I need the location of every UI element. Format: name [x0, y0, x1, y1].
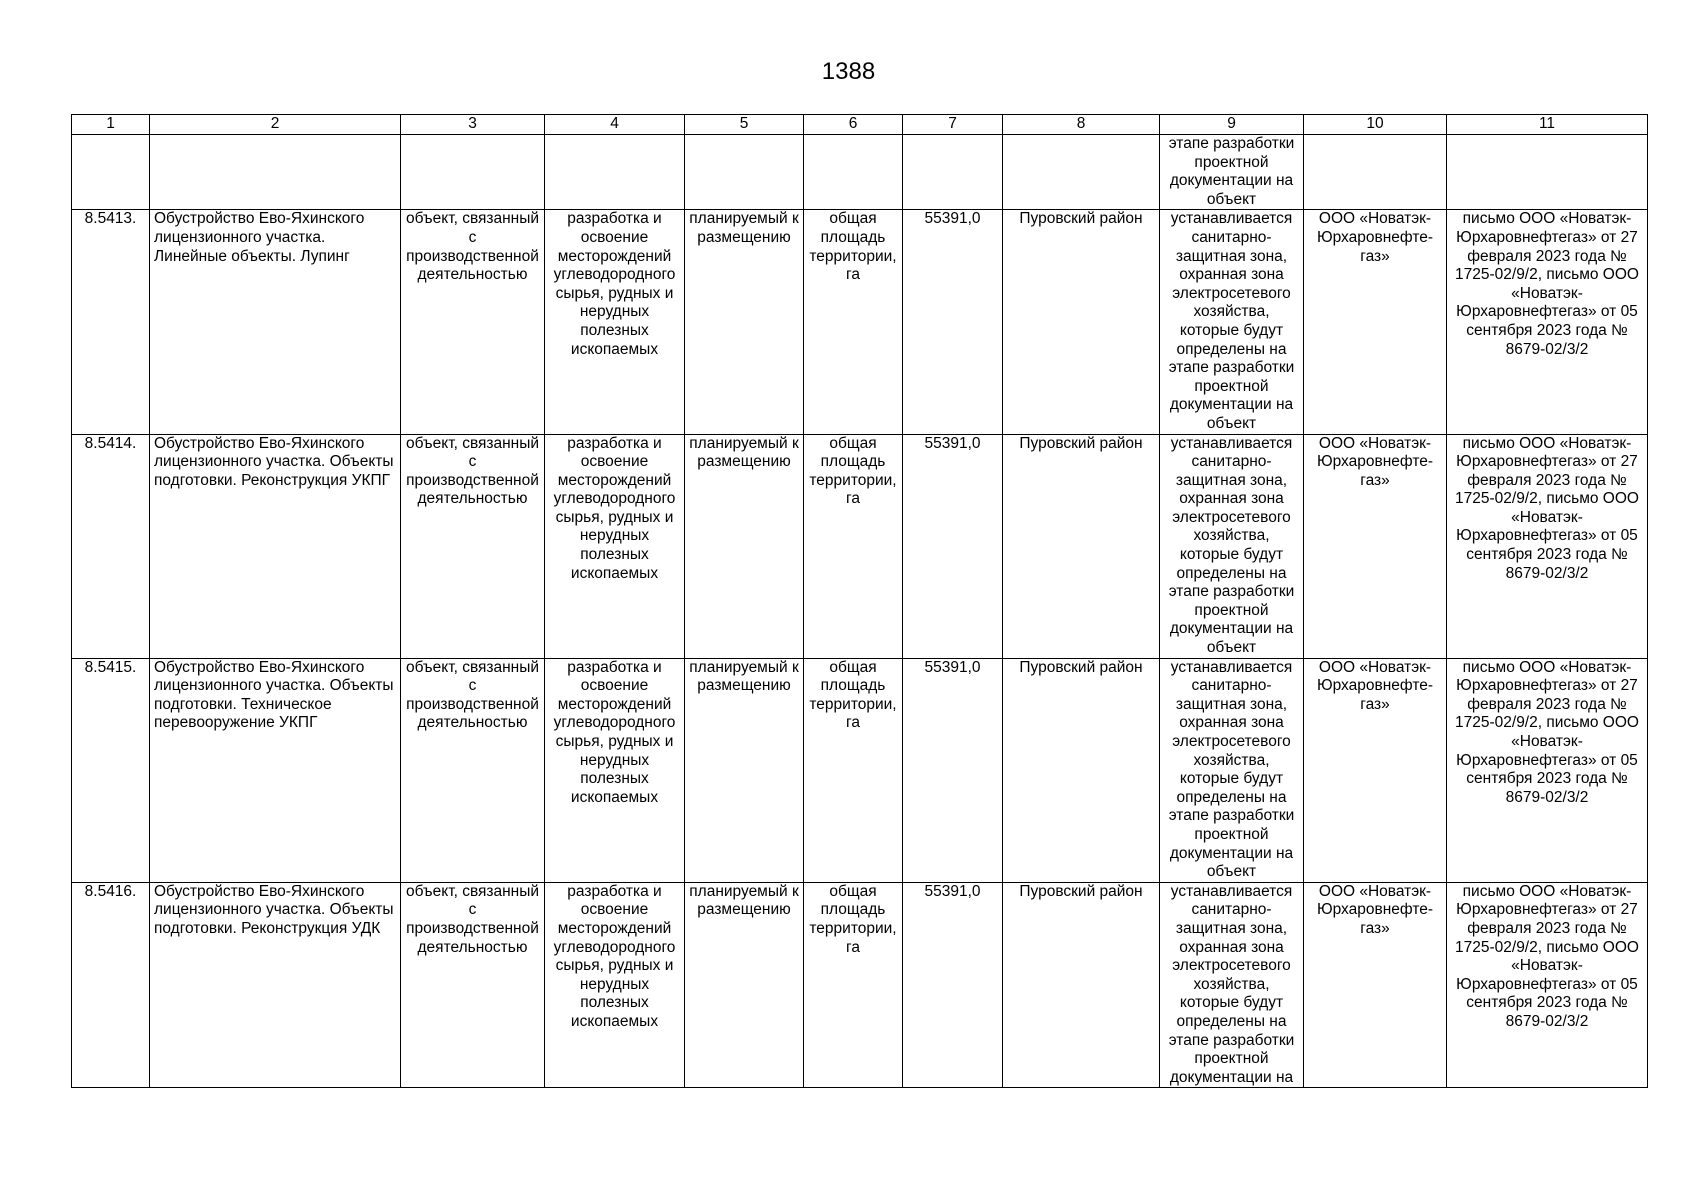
- column-header: 10: [1304, 115, 1447, 135]
- basis-cell: письмо ООО «Новатэк-Юрхаровнефтегаз» от 27 февраля 2023 года № 1725-02/9/2, письмо ООО «Новатэк-Юрхаровнефтегаз» от 05 сентября 2023 года № 8679-02/3/2: [1447, 434, 1648, 658]
- object-location: Пуровский район: [1003, 434, 1160, 658]
- object-characteristic: общая площадь территории, га: [804, 210, 903, 434]
- object-status: планируемый к размещению: [685, 434, 804, 658]
- column-header: 5: [685, 115, 804, 135]
- object-value: 55391,0: [903, 210, 1003, 434]
- row-number: 8.5415.: [72, 658, 150, 882]
- object-type: объект, связанный с производственной деятельностью: [401, 434, 545, 658]
- continuation-row: [72, 135, 1648, 210]
- object-value: 55391,0: [903, 882, 1003, 1088]
- table-cell: [150, 135, 401, 210]
- table-cell: [903, 135, 1003, 210]
- zone-cell: устанавливается санитарно-защитная зона, охранная зона электросетевого хозяйства, которые будут определены на этапе разработки проектной документации на объект: [1160, 658, 1304, 882]
- column-header: 3: [401, 115, 545, 135]
- initiator-cell: ООО «Новатэк-Юрхаровнефте-газ»: [1304, 882, 1447, 1088]
- column-header: 8: [1003, 115, 1160, 135]
- table-cell: [1003, 135, 1160, 210]
- object-type: объект, связанный с производственной деятельностью: [401, 210, 545, 434]
- object-purpose: разработка и освоение месторождений углеводородного сырья, рудных и нерудных полезных ископаемых: [545, 658, 685, 882]
- table-cell: [72, 135, 150, 210]
- table-row: [72, 434, 1648, 658]
- basis-cell: письмо ООО «Новатэк-Юрхаровнефтегаз» от 27 февраля 2023 года № 1725-02/9/2, письмо ООО «Новатэк-Юрхаровнефтегаз» от 05 сентября 2023 года № 8679-02/3/2: [1447, 882, 1648, 1088]
- basis-cell: письмо ООО «Новатэк-Юрхаровнефтегаз» от 27 февраля 2023 года № 1725-02/9/2, письмо ООО «Новатэк-Юрхаровнефтегаз» от 05 сентября 2023 года № 8679-02/3/2: [1447, 658, 1648, 882]
- column-header: 9: [1160, 115, 1304, 135]
- table-row: [72, 882, 1648, 1088]
- object-status: планируемый к размещению: [685, 658, 804, 882]
- object-name: Обустройство Ево-Яхинского лицензионного участка. Объекты подготовки. Реконструкция УДК: [150, 882, 401, 1088]
- zone-cell: этапе разработки проектной документации на объект: [1160, 135, 1304, 210]
- column-header: 7: [903, 115, 1003, 135]
- registry-table: [71, 114, 1648, 1088]
- table-cell: [545, 135, 685, 210]
- row-number: 8.5413.: [72, 210, 150, 434]
- object-status: планируемый к размещению: [685, 210, 804, 434]
- object-type: объект, связанный с производственной деятельностью: [401, 882, 545, 1088]
- object-status: планируемый к размещению: [685, 882, 804, 1088]
- zone-cell: устанавливается санитарно-защитная зона, охранная зона электросетевого хозяйства, которые будут определены на этапе разработки проектной документации на объект: [1160, 210, 1304, 434]
- object-name: Обустройство Ево-Яхинского лицензионного участка. Линейные объекты. Лупинг: [150, 210, 401, 434]
- object-name: Обустройство Ево-Яхинского лицензионного участка. Объекты подготовки. Техническое перевооружение УКПГ: [150, 658, 401, 882]
- column-number-row: [72, 115, 1648, 135]
- table-row: [72, 658, 1648, 882]
- column-header: 11: [1447, 115, 1648, 135]
- basis-cell: письмо ООО «Новатэк-Юрхаровнефтегаз» от 27 февраля 2023 года № 1725-02/9/2, письмо ООО «Новатэк-Юрхаровнефтегаз» от 05 сентября 2023 года № 8679-02/3/2: [1447, 210, 1648, 434]
- row-number: 8.5416.: [72, 882, 150, 1088]
- object-characteristic: общая площадь территории, га: [804, 434, 903, 658]
- initiator-cell: ООО «Новатэк-Юрхаровнефте-газ»: [1304, 658, 1447, 882]
- table-row: [72, 210, 1648, 434]
- object-purpose: разработка и освоение месторождений углеводородного сырья, рудных и нерудных полезных ископаемых: [545, 210, 685, 434]
- object-location: Пуровский район: [1003, 882, 1160, 1088]
- zone-cell: устанавливается санитарно-защитная зона, охранная зона электросетевого хозяйства, которые будут определены на этапе разработки проектной документации на: [1160, 882, 1304, 1088]
- column-header: 4: [545, 115, 685, 135]
- column-header: 1: [72, 115, 150, 135]
- object-value: 55391,0: [903, 658, 1003, 882]
- object-purpose: разработка и освоение месторождений углеводородного сырья, рудных и нерудных полезных ископаемых: [545, 882, 685, 1088]
- zone-cell: устанавливается санитарно-защитная зона, охранная зона электросетевого хозяйства, которые будут определены на этапе разработки проектной документации на объект: [1160, 434, 1304, 658]
- column-header: 2: [150, 115, 401, 135]
- table-cell: [401, 135, 545, 210]
- object-value: 55391,0: [903, 434, 1003, 658]
- table-cell: [1304, 135, 1447, 210]
- table-cell: [1447, 135, 1648, 210]
- table-cell: [804, 135, 903, 210]
- object-location: Пуровский район: [1003, 658, 1160, 882]
- table-cell: [685, 135, 804, 210]
- initiator-cell: ООО «Новатэк-Юрхаровнефте-газ»: [1304, 434, 1447, 658]
- column-header: 6: [804, 115, 903, 135]
- object-type: объект, связанный с производственной деятельностью: [401, 658, 545, 882]
- object-name: Обустройство Ево-Яхинского лицензионного участка. Объекты подготовки. Реконструкция УКПГ: [150, 434, 401, 658]
- object-characteristic: общая площадь территории, га: [804, 658, 903, 882]
- object-purpose: разработка и освоение месторождений углеводородного сырья, рудных и нерудных полезных ископаемых: [545, 434, 685, 658]
- page-number: 1388: [821, 58, 876, 85]
- object-location: Пуровский район: [1003, 210, 1160, 434]
- object-characteristic: общая площадь территории, га: [804, 882, 903, 1088]
- initiator-cell: ООО «Новатэк-Юрхаровнефте-газ»: [1304, 210, 1447, 434]
- row-number: 8.5414.: [72, 434, 150, 658]
